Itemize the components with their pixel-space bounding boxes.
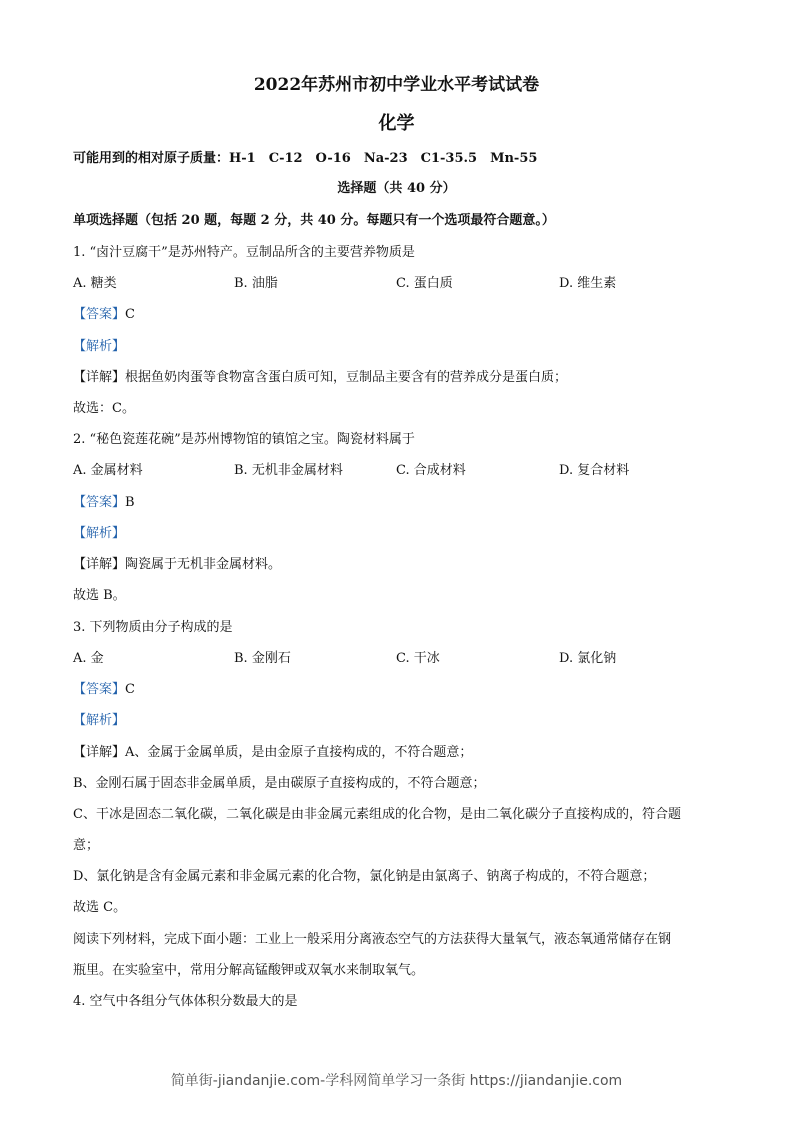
reading-passage-line2: 瓶里。在实验室中，常用分解高锰酸钾或双氧水来制取氧气。 xyxy=(73,963,425,978)
q3-detail-b: B、金刚石属于固态非金属单质，是由碳原子直接构成的，不符合题意； xyxy=(73,776,486,791)
q2-option-a: A. 金属材料 xyxy=(73,463,143,478)
answer-tag: 【答案】 xyxy=(73,682,126,697)
q4-stem: 4. 空气中各组分气体体积分数最大的是 xyxy=(73,994,298,1009)
q2-conclusion: 故选 B。 xyxy=(73,588,126,603)
q1-analysis-tag: 【解析】 xyxy=(73,339,126,354)
section-heading: 选择题（共 40 分） xyxy=(337,181,456,196)
q1-option-d: D. 维生素 xyxy=(559,276,617,291)
reading-passage-line1: 阅读下列材料，完成下面小题：工业上一般采用分离液态空气的方法获得大量氧气，液态氧通常储存在钢 xyxy=(73,932,672,947)
q3-detail-c-cont: 意； xyxy=(73,838,100,853)
q3-analysis-tag: 【解析】 xyxy=(73,713,126,728)
footer-watermark: 简单街-jiandanjie.com-学科网简单学习一条街 https://jiandanjie.com xyxy=(170,1073,623,1089)
q3-option-b: B. 金刚石 xyxy=(234,651,291,666)
q2-analysis-tag: 【解析】 xyxy=(73,526,126,541)
q2-option-c: C. 合成材料 xyxy=(396,463,466,478)
q1-option-a: A. 糖类 xyxy=(73,276,117,291)
answer-tag: 【答案】 xyxy=(73,495,126,510)
q3-stem: 3. 下列物质由分子构成的是 xyxy=(73,620,233,635)
q1-answer-value: C xyxy=(125,307,135,322)
q3-detail-c: C、干冰是固态二氧化碳，二氧化碳是由非金属元素组成的化合物，是由二氧化碳分子直接构成的，符合题 xyxy=(73,807,681,822)
q2-option-d: D. 复合材料 xyxy=(559,463,630,478)
q3-answer-value: C xyxy=(125,682,135,697)
q1-conclusion: 故选：C。 xyxy=(73,401,135,416)
q1-option-c: C. 蛋白质 xyxy=(396,276,453,291)
q3-option-c: C. 干冰 xyxy=(396,651,440,666)
q1-stem: 1. “卤汁豆腐干”是苏州特产。豆制品所含的主要营养物质是 xyxy=(73,245,415,260)
atomic-masses: 可能用到的相对原子质量：H-1 C-12 O-16 Na-23 C1-35.5 Mn-55 xyxy=(73,151,538,166)
q1-answer xyxy=(73,307,135,323)
q1-detail: 【详解】根据鱼奶肉蛋等食物富含蛋白质可知，豆制品主要含有的营养成分是蛋白质； xyxy=(73,370,568,385)
q3-answer xyxy=(73,682,135,698)
q3-detail-a: 【详解】A、金属于金属单质，是由金原子直接构成的，不符合题意； xyxy=(73,745,473,760)
q3-option-a: A. 金 xyxy=(73,651,104,666)
q2-detail: 【详解】陶瓷属于无机非金属材料。 xyxy=(73,557,282,572)
q2-answer-value: B xyxy=(125,495,135,510)
q2-answer xyxy=(73,495,135,511)
q3-detail-d: D、氯化钠是含有金属元素和非金属元素的化合物，氯化钠是由氯离子、钠离子构成的，不符合题意； xyxy=(73,869,656,884)
q3-option-d: D. 氯化钠 xyxy=(559,651,617,666)
q2-stem: 2. “秘色瓷莲花碗”是苏州博物馆的镇馆之宝。陶瓷材料属于 xyxy=(73,432,415,447)
q1-option-b: B. 油脂 xyxy=(234,276,278,291)
subject-title: 化学 xyxy=(378,113,415,134)
exam-title: 2022年苏州市初中学业水平考试试卷 xyxy=(253,75,540,95)
q3-conclusion: 故选 C。 xyxy=(73,900,127,915)
answer-tag: 【答案】 xyxy=(73,307,126,322)
instructions: 单项选择题（包括 20 题，每题 2 分，共 40 分。每题只有一个选项最符合题意。） xyxy=(73,213,555,228)
q2-option-b: B. 无机非金属材料 xyxy=(234,463,343,478)
